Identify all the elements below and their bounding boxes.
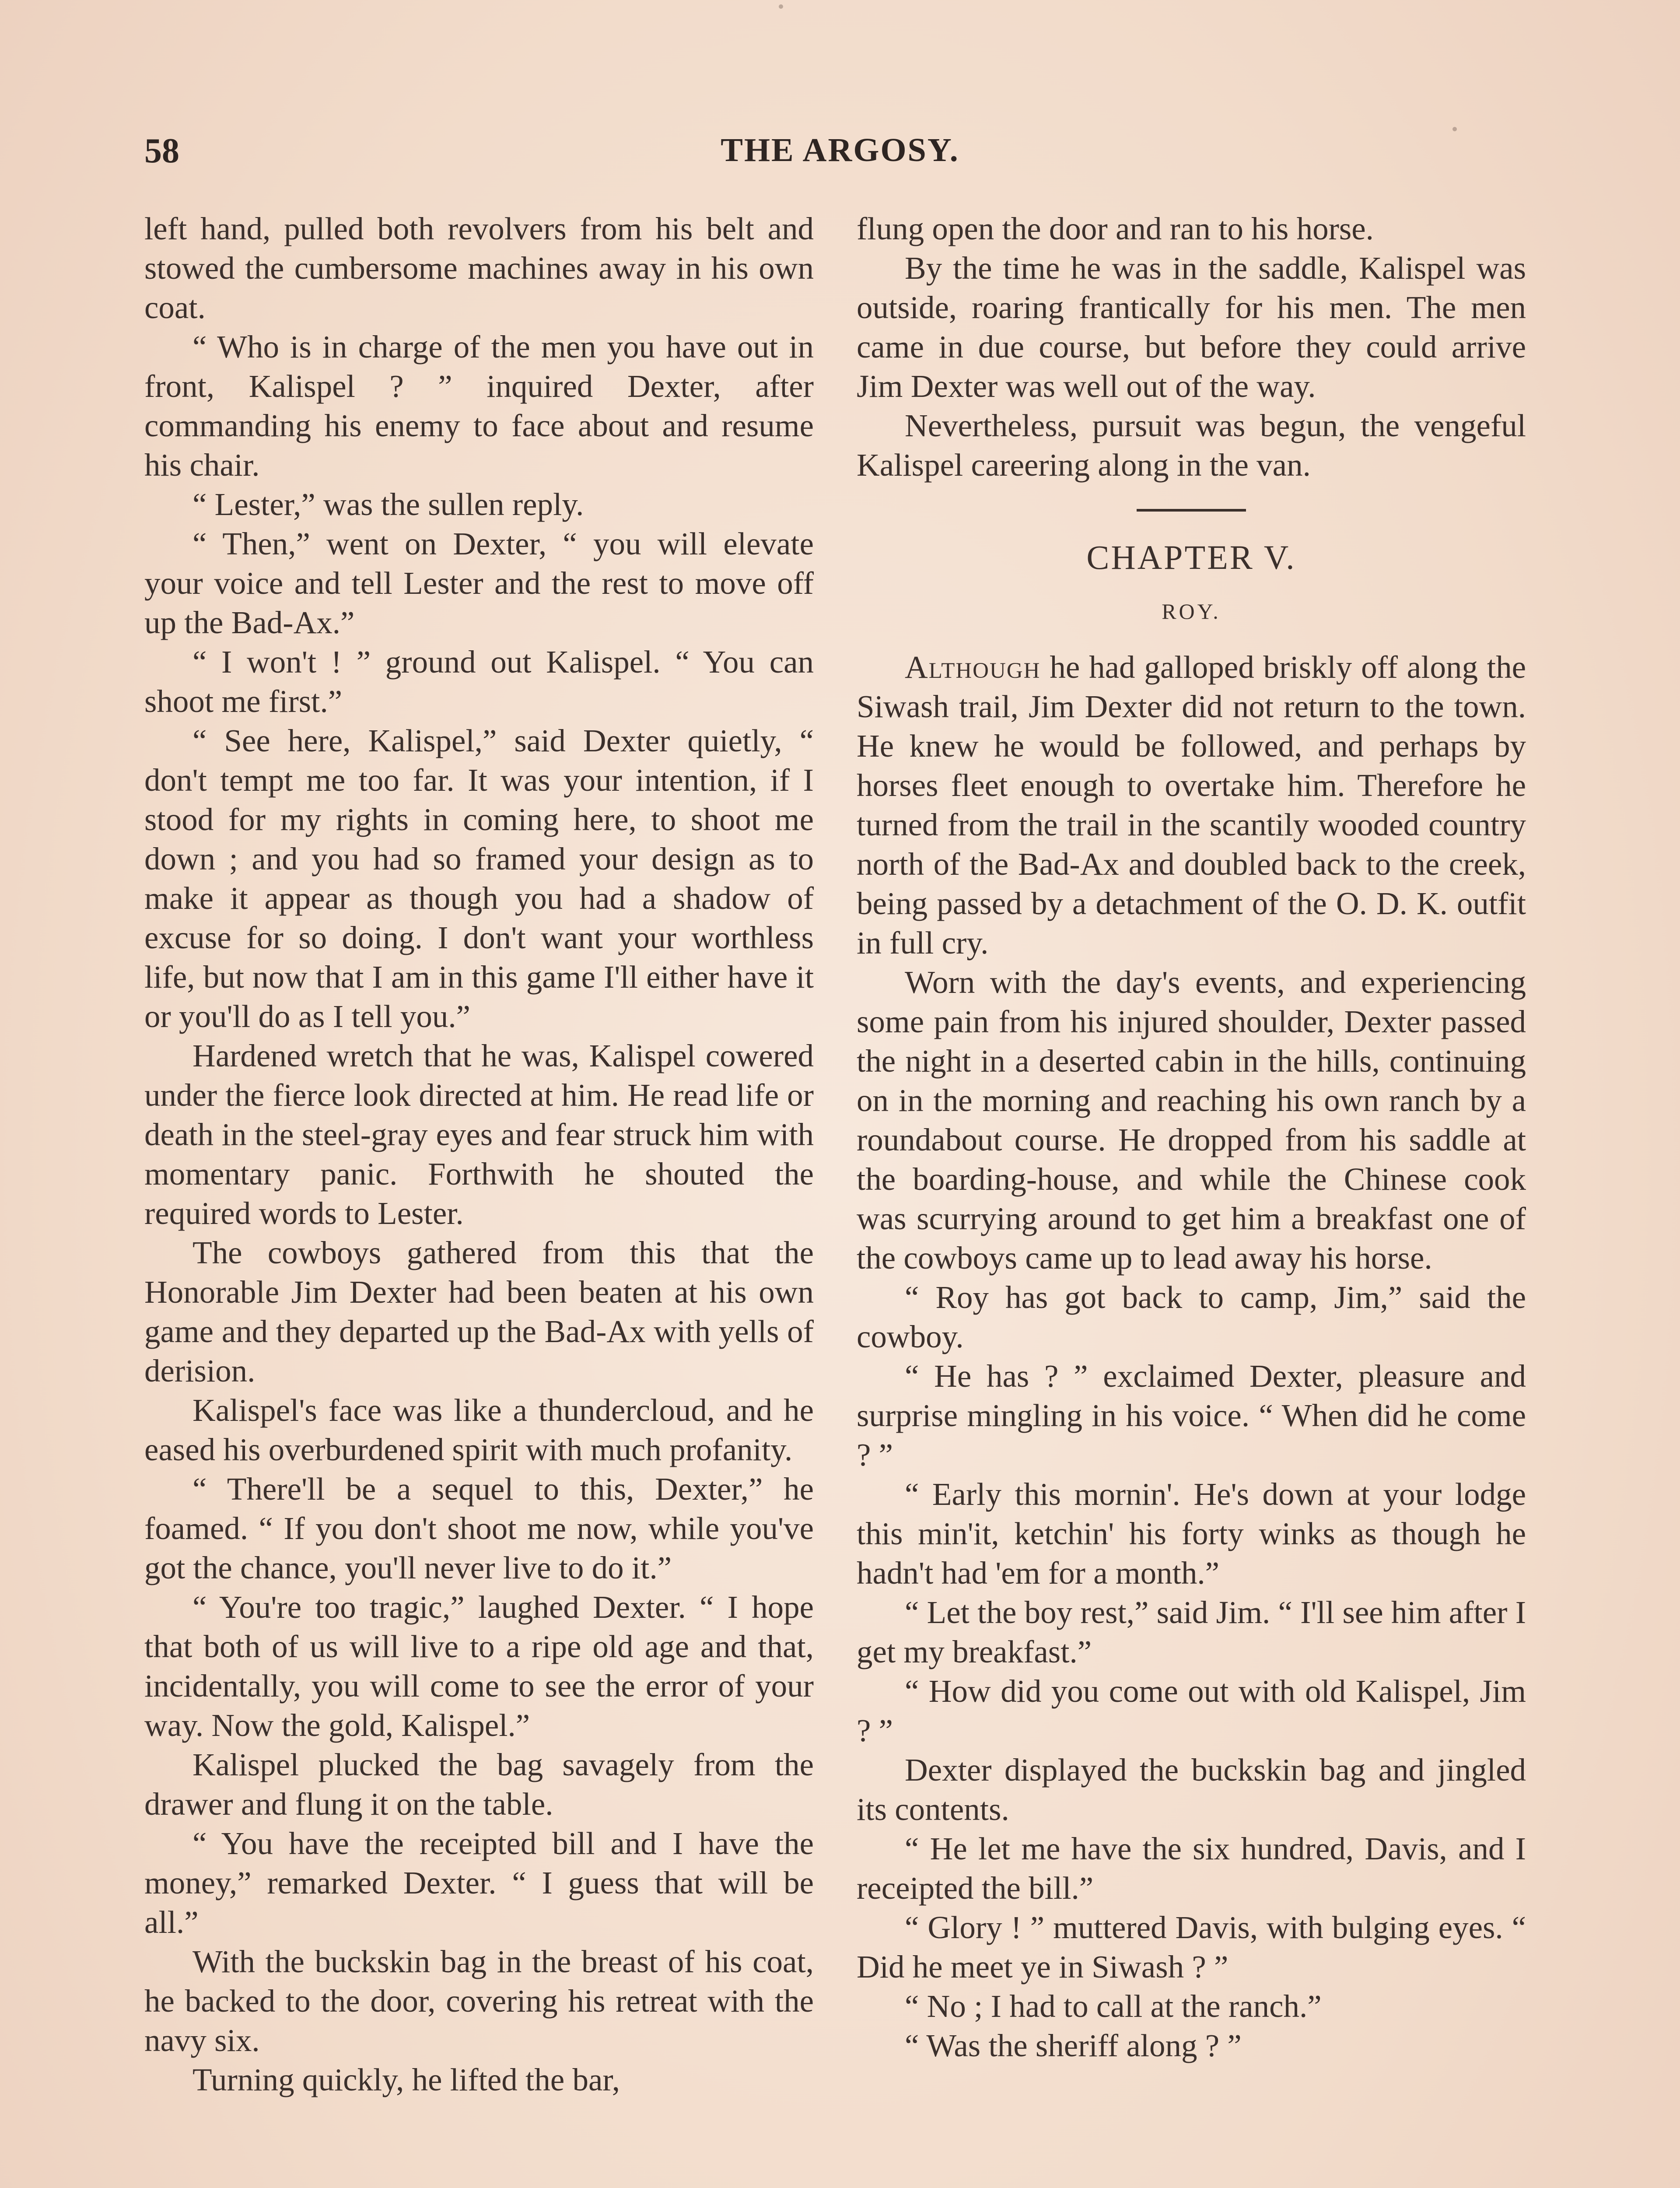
paragraph: “ Let the boy rest,” said Jim. “ I'll see him after I get my breakfast.” [857, 1595, 1526, 1669]
paragraph: flung open the door and ran to his horse. [857, 211, 1374, 246]
paragraph: “ Roy has got back to camp, Jim,” said the cowboy. [857, 1280, 1526, 1354]
paragraph: The cowboys gathered from this that the Honorable Jim Dexter had been beaten at his own game and they departed up the Bad-Ax with yells of derision. [144, 1235, 814, 1389]
paragraph: “ There'll be a sequel to this, Dexter,” he foamed. “ If you don't shoot me now, while you've got the chance, you'll never live to do it.” [144, 1471, 814, 1585]
paragraph: “ You have the receipted bill and I have the money,” remarked Dexter. “ I guess that will be all.” [144, 1826, 814, 1940]
page-number: 58 [144, 132, 179, 170]
paragraph: “ See here, Kalispel,” said Dexter quietly, “ don't tempt me too far. It was your intention, if I stood for my rights in coming here, to shoot me down ; and you had so framed your design as to make it appear as though you had a shadow of excuse for so doing. I don't want your worthless life, but now that I am in this game I'll either have it or you'll do as I tell you.” [144, 723, 814, 1034]
section-divider [1137, 509, 1246, 512]
drop-word: Although [905, 649, 1041, 685]
page-header [144, 131, 1536, 188]
paragraph: “ He has ? ” exclaimed Dexter, pleasure and surprise mingling in his voice. “ When did he come ? ” [857, 1358, 1526, 1473]
paragraph: “ Was the sheriff along ? ” [905, 2028, 1242, 2063]
paragraph: Kalispel's face was like a thundercloud, and he eased his overburdened spirit with much profanity. [144, 1392, 814, 1467]
paper-speck [779, 4, 783, 9]
paragraph: “ Glory ! ” muttered Davis, with bulging eyes. “ Did he meet ye in Siwash ? ” [857, 1910, 1526, 1985]
left-column [144, 209, 814, 2100]
paragraph: Worn with the day's events, and experiencing some pain from his injured shoulder, Dexter passed the night in a deserted cabin in the hills, continuing on in the morning and reaching his own ranch by a roundabout course. He dropped from his saddle at the boarding-house, and while the Chinese cook was scurrying around to get him a breakfast one of the cowboys came up to lead away his horse. [857, 964, 1526, 1276]
paragraph: “ Then,” went on Dexter, “ you will elevate your voice and tell Lester and the rest to move off up the Bad-Ax.” [144, 526, 814, 640]
paragraph: Nevertheless, pursuit was begun, the vengeful Kalispel careering along in the van. [857, 408, 1526, 483]
chapter-opening-paragraph [857, 648, 1526, 963]
chapter-subtitle: ROY. [1162, 599, 1221, 624]
paper-speck [1452, 127, 1457, 131]
paragraph-text: he had galloped briskly off along the Siwash trail, Jim Dexter did not return to the town. He knew he would be followed, and perhaps by horses fleet enough to overtake him. Therefore he turned from the trail in the scantily wooded country north of the Bad-Ax and doubled back to the creek, being passed by a detachment of the O. D. K. outfit in full cry. [857, 649, 1526, 961]
paragraph: “ Lester,” was the sullen reply. [192, 487, 584, 522]
paragraph: “ He let me have the six hundred, Davis, and I receipted the bill.” [857, 1831, 1526, 1906]
paragraph: “ I won't ! ” ground out Kalispel. “ You can shoot me first.” [144, 644, 814, 719]
paragraph: Turning quickly, he lifted the bar, [192, 2062, 620, 2097]
paragraph: By the time he was in the saddle, Kalispel was outside, roaring frantically for his men. The men came in due course, but before they could arrive Jim Dexter was well out of the way. [857, 250, 1526, 404]
paragraph: Kalispel plucked the bag savagely from the drawer and flung it on the table. [144, 1747, 814, 1822]
paragraph: With the buckskin bag in the breast of his coat, he backed to the door, covering his retreat with the navy six. [144, 1944, 814, 2058]
paragraph: “ Early this mornin'. He's down at your lodge this min'it, ketchin' his forty winks as though he hadn't had 'em for a month.” [857, 1476, 1526, 1591]
paragraph: “ You're too tragic,” laughed Dexter. “ I hope that both of us will live to a ripe old age and that, incidentally, you will come to see the error of your way. Now the gold, Kalispel.” [144, 1589, 814, 1743]
paragraph: “ No ; I had to call at the ranch.” [905, 1988, 1322, 2024]
running-title: THE ARGOSY. [721, 132, 959, 168]
paragraph: “ How did you come out with old Kalispel, Jim ? ” [857, 1673, 1526, 1748]
paragraph: “ Who is in charge of the men you have out in front, Kalispel ? ” inquired Dexter, after commanding his enemy to face about and resume his chair. [144, 329, 814, 483]
paragraph: Dexter displayed the buckskin bag and jingled its contents. [857, 1752, 1526, 1827]
paragraph: left hand, pulled both revolvers from his belt and stowed the cumbersome machines away in his own coat. [144, 211, 814, 325]
right-column [857, 209, 1526, 2065]
paragraph: Hardened wretch that he was, Kalispel cowered under the fierce look directed at him. He read life or death in the steel-gray eyes and fear struck him with momentary panic. Forthwith he shouted the required words to Lester. [144, 1038, 814, 1231]
chapter-title: CHAPTER V. [1086, 538, 1296, 576]
